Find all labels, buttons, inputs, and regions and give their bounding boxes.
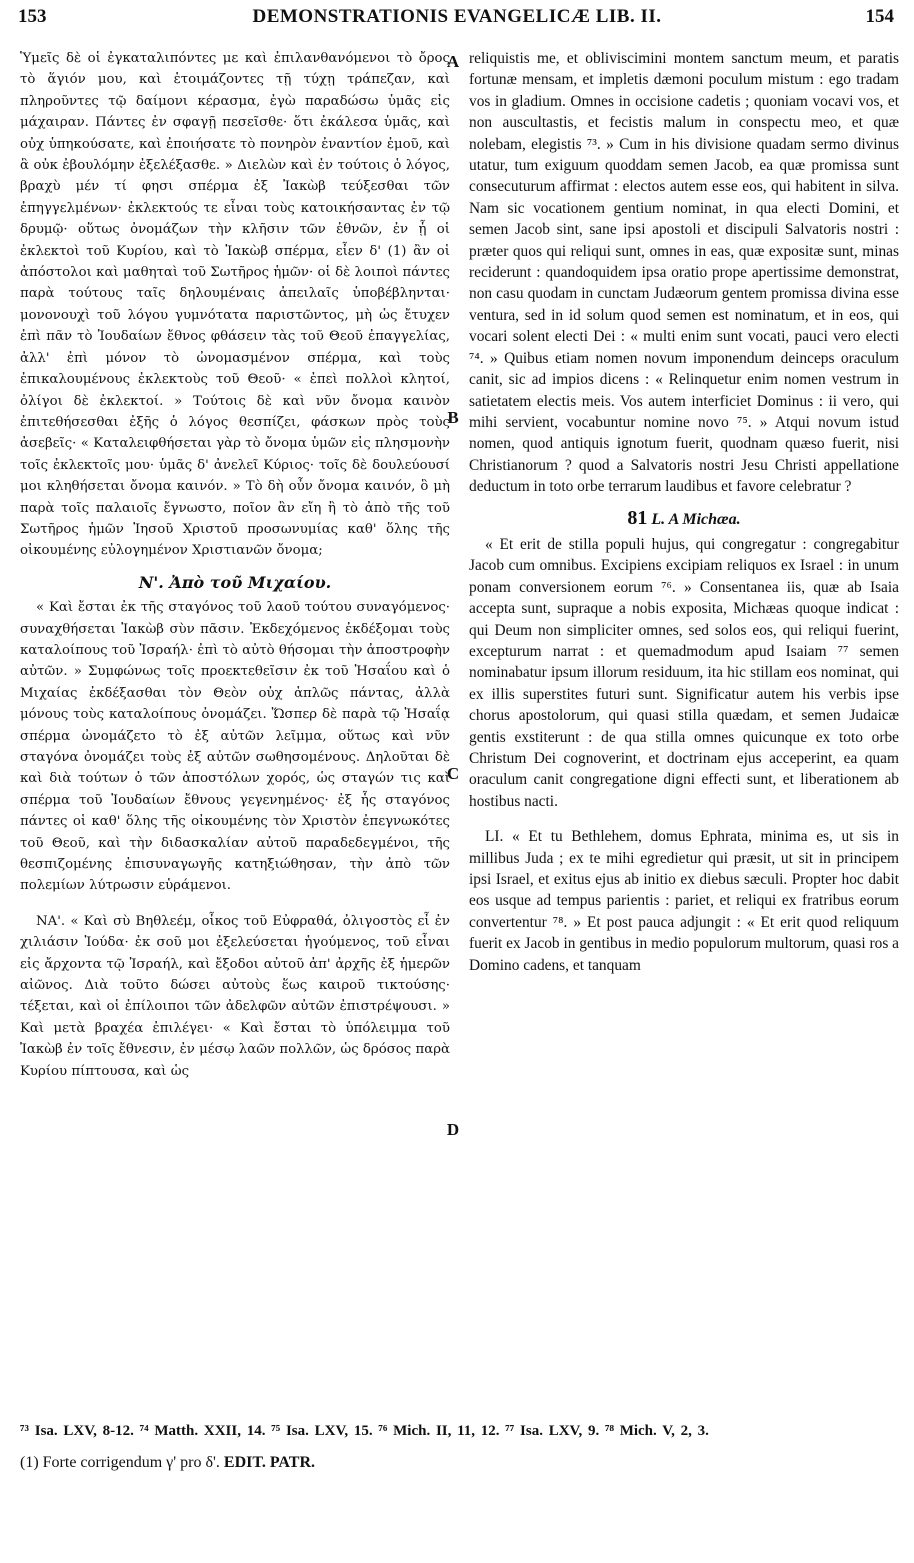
greek-column <box>20 48 450 1082</box>
margin-letter-b: B <box>447 408 459 427</box>
latin-column <box>469 48 899 976</box>
greek-paragraph-1: Ὑμεῖς δὲ οἱ ἐγκαταλιπόντες με καὶ ἐπιλανθανόμενοι τὸ ὄρος τὸ ἅγιόν μου, καὶ ἑτοιμάζοντες τῇ τύχῃ τράπεζαν, καὶ πληροῦντες τῷ δαίμονι κέρασμα, ἐγὼ παραδώσω ὑμᾶς εἰς μάχαιραν. Πάντες ἐν σφαγῇ πεσεῖσθε· ὅτι ἐκάλεσα ὑμᾶς, καὶ οὐχ ὑπηκούσατε, καὶ ἐποιήσατε τὸ πονηρὸν ἐναντίον ἐμοῦ, καὶ ἃ οὐκ ἐβουλόμην ἐξελέξασθε. » Διελὼν καὶ ἐν τούτοις ὁ λόγος, βραχὺ μέν τί φησι σπέρμα ἐξ Ἰακὼβ τεύξεσθαι τῶν ἐπηγγελμένων· ἐκλεκτούς τε εἶναι τοὺς κατοικήσαντας ἐν τῷ δρυμῷ· οὕτως ὀνομάζων τὴν κλῆσιν τῶν ἐθνῶν, ἐν ᾗ οἱ ἐκλεκτοὶ τοῦ Κυρίου, καὶ τὸ Ἰακὼβ σπέρμα, εἶεν δ' (1) ἂν οἱ ἀπόστολοι καὶ μαθηταὶ τοῦ Σωτῆρος ἡμῶν· οἱ δὲ λοιποὶ πάντες παρὰ τούτους ταῖς δηλουμέναις ἀπειλαῖς ὑποβέβληνται· μονονουχὶ τοῦ λόγου γυμνότατα παριστῶντος, μὴ ὡς ἔτυχεν ἐπὶ πᾶν τὸ Ἰουδαίων ἔθνος φθάσειν τὰς τοῦ Θεοῦ ἐπαγγελίας, ἀλλ' ἐπὶ μόνον τὸ ὠνομασμένον σπέρμα, καὶ τοὺς ἐπικαλουμένους ἐκλεκτοὺς τοῦ Θεοῦ· « ἐπεὶ πολλοὶ κλητοί, ὀλίγοι δὲ ἐκλεκτοί. » Τούτοις δὲ καὶ νῦν ὄνομα καινὸν ἐπιτεθήσεσθαι ἐξῆς ὁ λόγος θεσπίζει, φάσκων πρὸς τοὺς ἀσεβεῖς· « Καταλειφθήσεται γὰρ τὸ ὄνομα ὑμῶν εἰς πλησμονὴν τοῖς ἐκλεκτοῖς μου· ὑμᾶς δ' ἀνελεῖ Κύριος· τοῖς δὲ δουλεύουσί μοι κληθήσεται ὄνομα καινόν. » Τὸ δὴ οὖν ὄνομα καινόν, ὃ μὴ παρὰ τοῖς παλαιοῖς ἔγνωστο, ποῖον ἂν εἴη ἢ τὸ ἀπὸ τῆς τοῦ Σωτῆρος ἡμῶν Ἰησοῦ Χριστοῦ προσωνυμίας καθ' ὅλης τῆς οἰκουμένης εὐλογημένον Χριστιανῶν ὄνομα; <box>20 51 450 559</box>
page-number-right: 154 <box>865 6 894 27</box>
page-number-left: 153 <box>18 6 47 27</box>
greek-paragraph-3: ΝΑ'. « Καὶ σὺ Βηθλεέμ, οἶκος τοῦ Εὐφραθά, ὀλιγοστὸς εἶ ἐν χιλιάσιν Ἰούδα· ἐκ σοῦ μοι ἐξελεύσεται ἡγούμενος, τοῦ εἶναι εἰς ἄρχοντα τῷ Ἰσραήλ, καὶ ἔξοδοι αὐτοῦ ἀπ' ἀρχῆς ἐξ ἡμερῶν αἰῶνος. Διὰ τοῦτο δώσει αὐτοὺς ἕως καιροῦ τικτούσης· τέξεται, καὶ οἱ ἐπίλοιποι τῶν ἀδελφῶν αὐτῶν ἐπιστρέψουσι. » Καὶ μετὰ βραχέα ἐπιλέγει· « Καὶ ἔσται τὸ ὑπόλειμμα τοῦ Ἰακὼβ ἐν τοῖς ἔθνεσιν, ἐν μέσῳ λαῶν πολλῶν, ὡς δρόσος παρὰ Κυρίου πίπτουσα, καὶ ὡς <box>20 913 450 1079</box>
latin-heading-text: L. A Michæa. <box>651 510 741 528</box>
page-header <box>0 4 914 32</box>
greek-paragraph-2: « Καὶ ἔσται ἐκ τῆς σταγόνος τοῦ λαοῦ τούτου συναγόμενος· συναχθήσεται Ἰακὼβ σὺν πᾶσιν. Ἐκδεχόμενος ἐκδέξομαι τοὺς καταλοίπους τοῦ Ἰσραήλ· ἐπὶ τὸ αὐτὸ θήσομαι τὴν ἀποστροφὴν αὐτῶν. » Συμφώνως τοῖς προεκτεθεῖσιν ἐκ τοῦ Ἡσαΐου καὶ ὁ Μιχαίας ἐκδέξασθαι τὸν Θεὸν οὐχ ἁπλῶς πάντας, ἀλλὰ μόνους τοὺς καταλοίπους ὀνομάζει. Ὥσπερ δὲ παρὰ τῷ Ἡσαΐᾳ σπέρμα ὠνομάζετο τὸ ἐξ αὐτῶν λεῖμμα, οὕτως καὶ νῦν σταγόνα ὀνομάζει τοὺς ἐξ αὐτῶν σωθησομένους. Δηλοῦται δὲ καὶ διὰ τούτων ὁ τῶν ἀποστόλων χορός, ὡς σταγών τις καὶ σπέρμα τοῦ Ἰουδαίων ἔθνους γεγενημένος· ἐξ ἧς σταγόνος πάντες οἱ καθ' ὅλης τῆς οἰκουμένης τὸν Χριστὸν ἐπεγνωκότες τοῦ Θεοῦ, καὶ τὴν διδασκαλίαν αὐτοῦ παραδεδεγμένοι, τῆς θεσπιζομένης ἐπισυναγωγῆς κατηξιώθησαν, τὴν ἀπὸ τῶν πολεμίων λύτρωσιν εὑράμενοι. <box>20 600 450 894</box>
latin-paragraph-1: reliquistis me, et obliviscimini montem sanctum meum, et paratis fortunæ mensam, et impletis dæmoni poculum mistum : ego tradam vos in gladium. Omnes in occisione cadetis ; quoniam vocavi vos, et non auscultastis, et fecistis malum in conspectu meo, et quæ nolebam, elegistis ⁷³. » Cum in his divisione quadam sermo divinus utatur, tum exiguum quoddam semen Jacob, ea quæ promissa sunt consecuturum affirmat : electos autem esse eos, qui habitent in silva. Nam sic vocationem gentium nominat, in qua electi Domini, et semen Jacob sint, sane ipsi apostoli et discipuli Salvatoris nostri : præter quos qui reliqui sunt, omnes in eas, quæ expositæ sunt, minas reciderunt : quandoquidem ipsa oratio prope apertissime demonstrat, non casu quodam in cunctam Judæorum gentem promissa divina esse ventura, sed in id solum quod semen est nominatum, et in eos, qui vocari solent electi Dei : « multi enim sunt vocati, pauci vero electi ⁷⁴. » Quibus etiam nomen novum imponendum deinceps oraculum canit, sic ad impios dicens : « Relinquetur enim nomen vestrum in satietatem electis meis. Vos autem interficiet Dominus : ii vero, qui mihi servient, vocabuntur nomine novo ⁷⁵. » Atqui novum istud nomen, quod antiquis ignotum fuerit, quodnam quæso fuerit, nisi Christianorum ? quod a Salvatoris nostri Jesu Christi appellatione deductum in toto orbe terrarum laudibus et favore celebratur ? <box>469 50 899 496</box>
footnotes <box>20 1420 900 1474</box>
margin-letter-c: C <box>446 764 460 783</box>
latin-paragraph-2: « Et erit de stilla populi hujus, qui congregatur : congregabitur Jacob cum omnibus. Excipiens excipiam reliquos ex Israel : in unum ponam conversionem eorum ⁷⁶. » Consentanea iis, quæ ab Isaia accepta sunt, supraque a nobis exposita, Michæas quoque indicat : qui Deum non simpliciter omnes, sed solos eos, qui reliqui fuerint, excepturum narrat : et quemadmodum apud Isaiam ⁷⁷ semen nominabatur ipsum illorum residuum, ita hic stillam eos nominat, qui ex illis superstites futuri sunt. Significatur autem his verbis ipse chorus apostolorum, qui quasi stilla quædam, et semen Judaicæ gentis exstiterunt : de qua stilla omnes quicunque ex toto orbe Christum Dei cognoverint, et doctrinam ejus acceperint, ea quam oraculum canit congregatione digni effecti sunt, et liberationem ab hostibus nacti. <box>469 535 899 810</box>
margin-letter-d: D <box>446 1120 460 1139</box>
running-title: DEMONSTRATIONIS EVANGELICÆ LIB. II. <box>252 6 662 27</box>
scripture-references: ⁷³ Isa. LXV, 8-12. ⁷⁴ Matth. XXII, 14. ⁷⁵ Isa. LXV, 15. ⁷⁶ Mich. II, 11, 12. ⁷⁷ Isa. LXV, 9. ⁷⁸ Mich. V, 2, 3. <box>20 1423 709 1439</box>
latin-paragraph-3: LI. « Et tu Bethlehem, domus Ephrata, minima es, ut sis in millibus Juda ; ex te mihi egredietur qui præsit, ut sit in principem ipsi Israel, et exitus ejus ab initio ex diebus sæculi. Propter hoc dabit eos usque ad tempus parientis : pariet, et reliqui ex fratribus eorum convertentur ⁷⁸. » Et post pauca adjungit : « Et erit quod reliquum fuerit ex Jacob in gentibus in medio populorum multorum, quasi ros a Domino cadens, et tanquam <box>469 828 900 974</box>
footnote-signature: EDIT. PATR. <box>223 1454 316 1471</box>
latin-section-heading <box>469 508 899 530</box>
margin-letter-a: A <box>446 52 460 71</box>
greek-section-heading: Ν'. Ἀπὸ τοῦ Μιχαίου. <box>138 572 332 592</box>
section-number: 81 <box>627 506 648 529</box>
footnote-text: (1) Forte corrigendum γ' pro δ'. <box>20 1454 220 1471</box>
editor-footnote <box>20 1452 900 1474</box>
